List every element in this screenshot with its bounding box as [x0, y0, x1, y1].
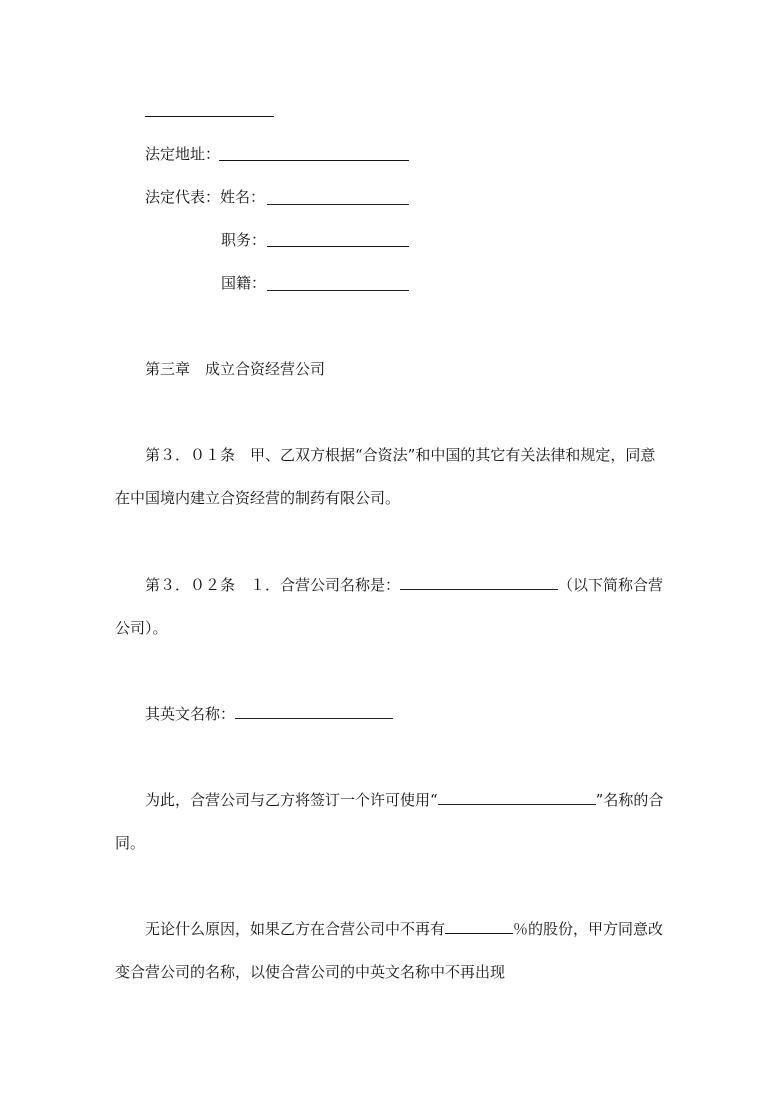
- rename-line2: 变合营公司的名称，以使合营公司的中英文名称中不再出现: [115, 963, 506, 981]
- rename-line1: [145, 919, 663, 939]
- article-3-02-line2: 公司）。: [115, 619, 168, 637]
- article-3-01-line2: 在中国境内建立合资经营的制药有限公司。: [115, 489, 401, 507]
- license-line2: 同。: [115, 834, 146, 852]
- company-name-field[interactable]: [400, 575, 558, 590]
- rep-nationality-label: 国籍：: [221, 274, 267, 292]
- legal-rep-row: [145, 187, 265, 207]
- legal-rep-label: 法定代表：: [145, 188, 221, 206]
- rep-nationality-row: [221, 273, 266, 293]
- company-name-label: 第３．０２条 １．合营公司名称是：: [145, 576, 401, 594]
- license-name-field[interactable]: [438, 790, 596, 805]
- rep-title-field[interactable]: [267, 232, 409, 247]
- license-prefix: 为此，合营公司与乙方将签订一个许可使用“: [145, 791, 438, 809]
- rep-nationality-field[interactable]: [267, 276, 409, 291]
- signature-rule: [145, 116, 274, 117]
- article-3-01-line1: 第３．０１条 甲、乙双方根据“合资法”和中国的其它有关法律和规定，同意: [145, 446, 656, 464]
- rep-name-label: 姓名：: [220, 188, 266, 206]
- rename-suffix: ％的股份，甲方同意改: [513, 920, 664, 938]
- share-percentage-field[interactable]: [445, 919, 513, 934]
- article-3-02-line1: [145, 575, 663, 595]
- english-name-label: 其英文名称：: [145, 705, 236, 723]
- english-name-row: [145, 704, 393, 724]
- rep-title-row: [221, 230, 266, 250]
- rep-title-label: 职务：: [221, 231, 267, 249]
- english-name-field[interactable]: [235, 704, 393, 719]
- rep-name-field[interactable]: [267, 190, 409, 205]
- legal-address-row: [145, 144, 220, 164]
- license-line1: [145, 790, 663, 810]
- chapter-heading: 第三章 成立合资经营公司: [145, 360, 326, 378]
- company-name-suffix: （以下简称合营: [558, 576, 664, 594]
- legal-address-field[interactable]: [219, 146, 409, 161]
- rename-prefix: 无论什么原因，如果乙方在合营公司中不再有: [145, 920, 446, 938]
- legal-address-label: 法定地址：: [145, 145, 221, 163]
- license-suffix: ”名称的合: [595, 791, 664, 809]
